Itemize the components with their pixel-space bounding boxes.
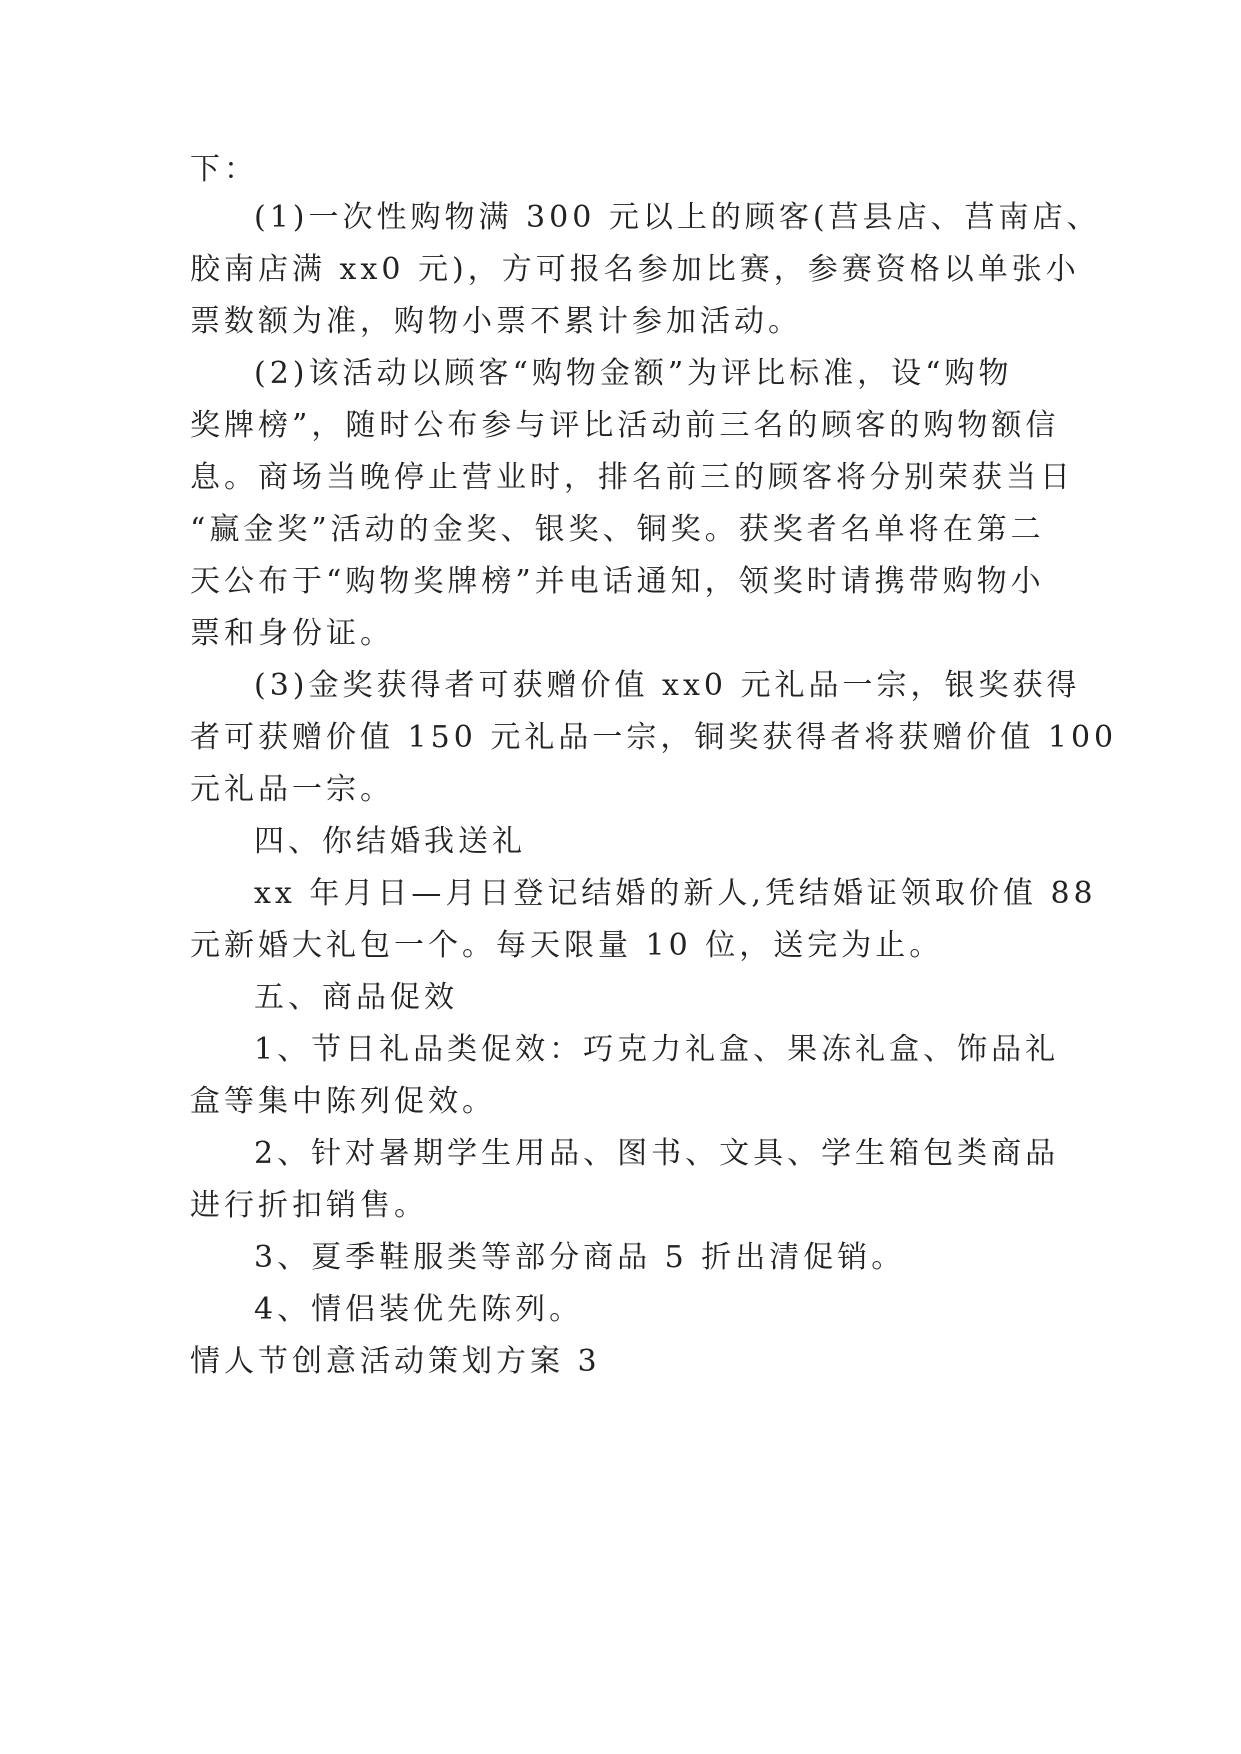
text-line: 票数额为准，购物小票不累计参加活动。: [190, 304, 802, 339]
document-heading: 情人节创意活动策划方案 3: [190, 1344, 601, 1379]
paragraph-item-2-line: (2)该活动以顾客“购物金额”为评比标准，设“购物: [254, 356, 1013, 391]
text-line: 奖牌榜”，随时公布参与评比活动前三名的顾客的购物额信: [190, 408, 1060, 443]
text-line: 下：: [190, 152, 258, 187]
list-item: 3、夏季鞋服类等部分商品 5 折出清促销。: [254, 1240, 906, 1275]
text-line: 盒等集中陈列促效。: [190, 1084, 496, 1119]
section-heading: 五、商品促效: [254, 980, 458, 1015]
text-line: 天公布于“购物奖牌榜”并电话通知，领奖时请携带购物小: [190, 564, 1045, 599]
text-line: 胶南店满 xx0 元)，方可报名参加比赛，参赛资格以单张小: [190, 252, 1080, 287]
text-line: xx 年月日—月日登记结婚的新人,凭结婚证领取价值 88: [254, 876, 1097, 911]
list-item: 1、节日礼品类促效：巧克力礼盒、果冻礼盒、饰品礼: [254, 1032, 1060, 1067]
text-line: 息。商场当晚停止营业时，排名前三的顾客将分别荣获当日: [190, 460, 1074, 495]
text-line: 票和身份证。: [190, 616, 394, 651]
list-item: 2、针对暑期学生用品、图书、文具、学生箱包类商品: [254, 1136, 1060, 1171]
section-heading: 四、你结婚我送礼: [254, 824, 526, 859]
text-line: “赢金奖”活动的金奖、银奖、铜奖。获奖者名单将在第二: [190, 512, 1045, 547]
text-line: 者可获赠价值 150 元礼品一宗，铜奖获得者将获赠价值 100: [190, 720, 1118, 755]
text-line: 元新婚大礼包一个。每天限量 10 位，送完为止。: [190, 928, 944, 963]
text-line: 元礼品一宗。: [190, 772, 394, 807]
paragraph-item-3-line: (3)金奖获得者可获赠价值 xx0 元礼品一宗，银奖获得: [254, 668, 1081, 703]
list-item: 4、情侣装优先陈列。: [254, 1292, 584, 1327]
paragraph-item-1-line: (1)一次性购物满 300 元以上的顾客(莒县店、莒南店、: [254, 200, 1101, 235]
text-line: 进行折扣销售。: [190, 1188, 428, 1223]
